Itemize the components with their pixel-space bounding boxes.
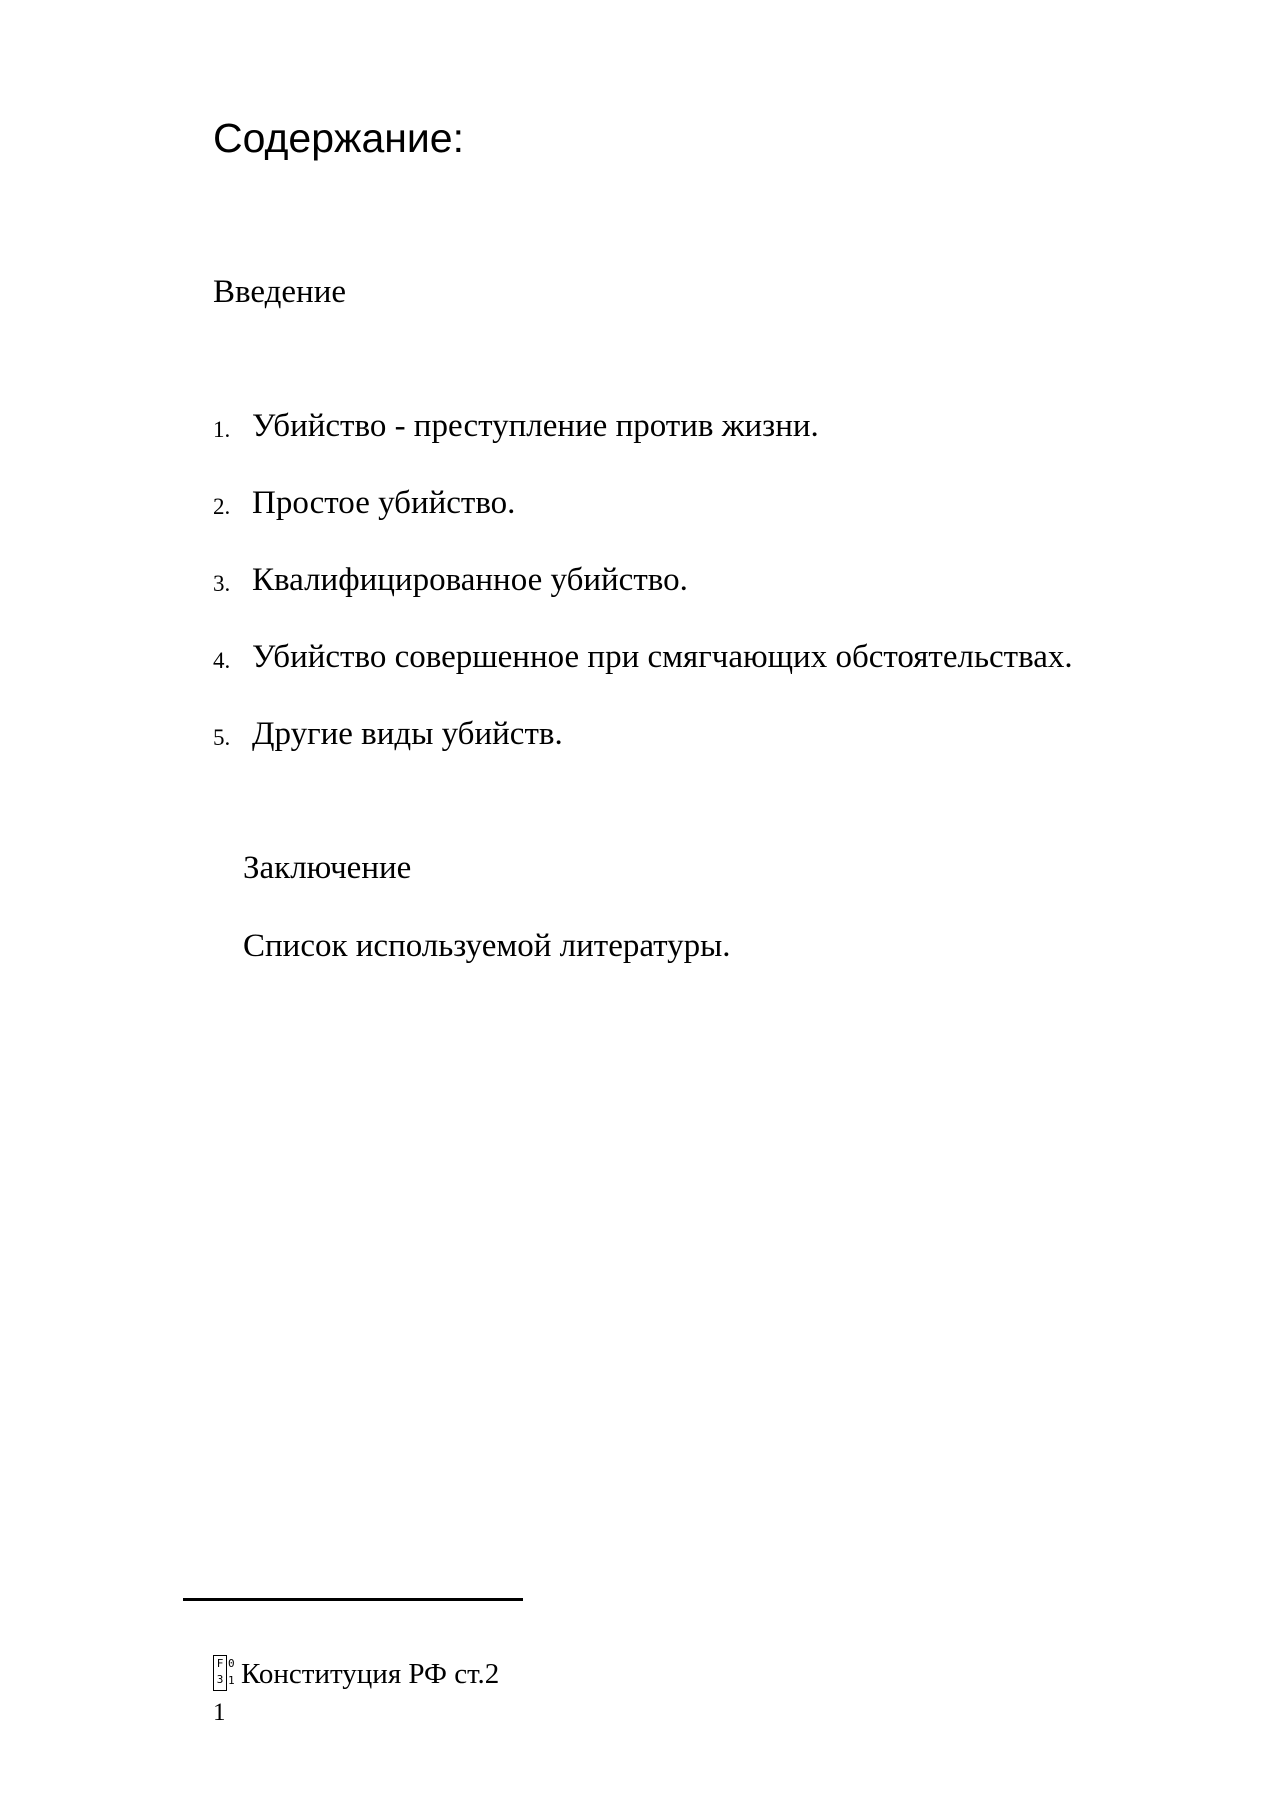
missing-glyph-box — [213, 1655, 227, 1691]
toc-item-text: Убийство - преступление против жизни. — [252, 408, 819, 444]
page-title: Содержание: — [213, 115, 465, 161]
toc-item-number: 4. — [213, 648, 231, 673]
glyph-char: F — [216, 1657, 224, 1670]
toc-item-number: 3. — [213, 571, 231, 596]
footnote-separator — [183, 1598, 523, 1601]
toc-item-number: 5. — [213, 725, 231, 750]
glyph-char: 0 — [228, 1657, 235, 1670]
footnote-text: Конституция РФ ст.2 — [241, 1658, 500, 1690]
footnote — [213, 1655, 499, 1691]
toc-introduction: Введение — [213, 274, 347, 310]
toc-literature: Список используемой литературы. — [243, 928, 731, 964]
page-number: 1 — [213, 1699, 226, 1726]
toc-item-number: 2. — [213, 494, 231, 519]
toc-item-number: 1. — [213, 417, 231, 442]
glyph-char: 3 — [216, 1673, 224, 1686]
glyph-char: 1 — [228, 1674, 235, 1687]
toc-item-text: Убийство совершенное при смягчающих обстоятельствах. — [252, 639, 1073, 675]
missing-glyph-code — [228, 1655, 238, 1689]
toc-item-text: Другие виды убийств. — [252, 716, 563, 752]
toc-item-text: Простое убийство. — [252, 485, 516, 521]
toc-item-text: Квалифицированное убийство. — [252, 562, 688, 598]
footnote-marker-glyph — [213, 1655, 239, 1691]
toc-conclusion: Заключение — [243, 850, 412, 886]
